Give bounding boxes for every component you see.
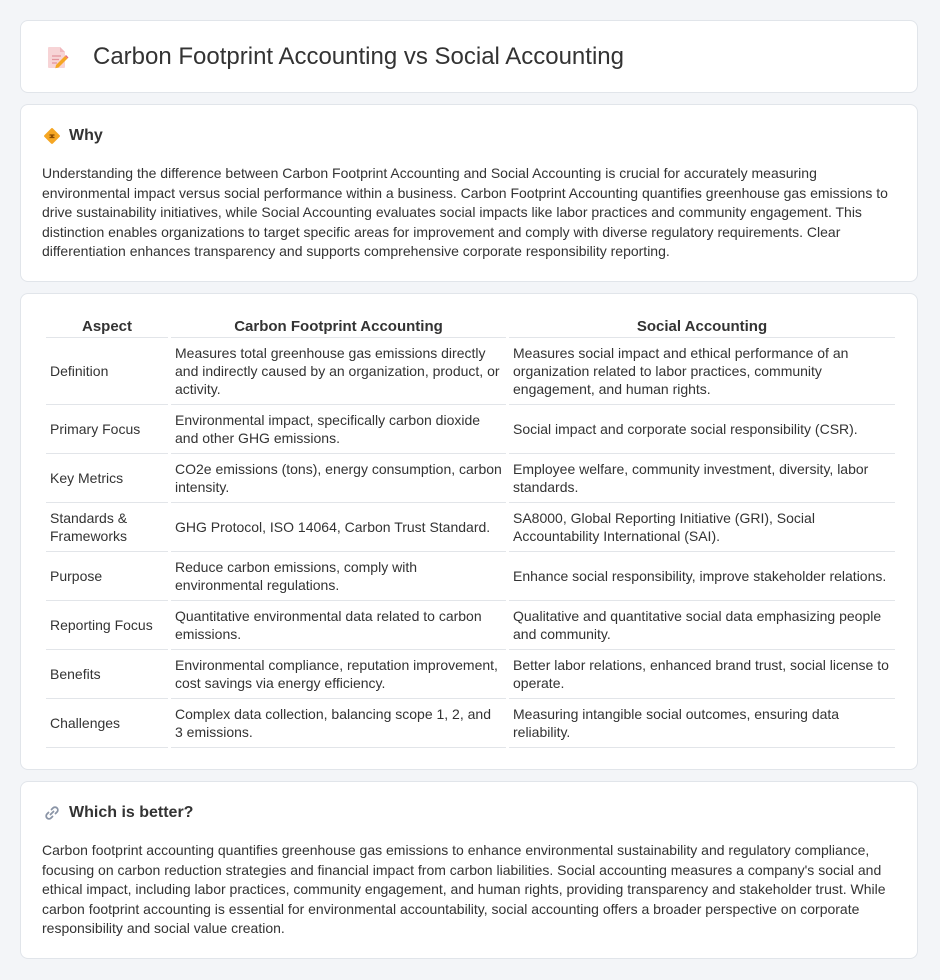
table-row <box>46 454 895 503</box>
table-row <box>46 601 895 650</box>
cell-social: Better labor relations, enhanced brand trust, social license to operate. <box>509 650 895 699</box>
cell-aspect: Challenges <box>46 699 168 748</box>
cell-social: Measuring intangible social outcomes, ensuring data reliability. <box>509 699 895 748</box>
better-heading <box>43 804 193 822</box>
link-icon <box>43 804 61 822</box>
why-body: Understanding the difference between Carbon Footprint Accounting and Social Accounting is crucial for accurately measuring environmental impact versus social performance within a business. Carbon Footprint Accounting quantifies greenhouse gas emissions to drive sustainability initiatives, while Social Accounting evaluates social impacts like labor practices and community engagement. This distinction enables organizations to target specific areas for improvement and comply with diverse regulatory requirements. Clear differentiation enhances transparency and supports comprehensive corporate responsibility reporting. <box>42 165 888 259</box>
comparison-table <box>43 316 898 748</box>
column-header-aspect: Aspect <box>46 316 168 338</box>
cell-social: Qualitative and quantitative social data emphasizing people and community. <box>509 601 895 650</box>
which-better-card <box>20 781 918 959</box>
better-title: Which is better? <box>69 804 194 821</box>
cell-aspect: Primary Focus <box>46 405 168 454</box>
cell-aspect: Reporting Focus <box>46 601 168 650</box>
cell-carbon: Quantitative environmental data related to carbon emissions. <box>171 601 506 650</box>
cell-aspect: Key Metrics <box>46 454 168 503</box>
cell-aspect: Definition <box>46 338 168 405</box>
why-heading <box>43 127 103 145</box>
cell-aspect: Standards & Frameworks <box>46 503 168 552</box>
document-pencil-icon <box>47 44 69 70</box>
table-row <box>46 699 895 748</box>
why-card <box>20 104 918 282</box>
cell-social: Measures social impact and ethical performance of an organization related to labor practices, community engagement, and human rights. <box>509 338 895 405</box>
diamond-sign-icon <box>43 127 61 145</box>
page-title: Carbon Footprint Accounting vs Social Accounting <box>93 43 624 70</box>
title-row <box>47 41 624 73</box>
cell-aspect: Purpose <box>46 552 168 601</box>
cell-carbon: CO2e emissions (tons), energy consumption, carbon intensity. <box>171 454 506 503</box>
cell-social: Social impact and corporate social responsibility (CSR). <box>509 405 895 454</box>
better-body: Carbon footprint accounting quantifies greenhouse gas emissions to enhance environmental sustainability and regulatory compliance, focusing on carbon reduction strategies and financial impact from carbon liabilities. Social accounting measures a company's social and ethical impact, including labor practices, community engagement, and human rights, providing transparency and stakeholder trust. While carbon footprint accounting is essential for environmental accountability, social accounting offers a broader perspective on corporate responsibility and social value creation. <box>42 842 886 936</box>
table-row <box>46 405 895 454</box>
table-row <box>46 552 895 601</box>
cell-social: Employee welfare, community investment, diversity, labor standards. <box>509 454 895 503</box>
cell-carbon: Measures total greenhouse gas emissions directly and indirectly caused by an organization, product, or activity. <box>171 338 506 405</box>
column-header-social: Social Accounting <box>509 316 895 338</box>
cell-carbon: GHG Protocol, ISO 14064, Carbon Trust Standard. <box>171 503 506 552</box>
cell-carbon: Reduce carbon emissions, comply with environmental regulations. <box>171 552 506 601</box>
header-card <box>20 20 918 93</box>
cell-aspect: Benefits <box>46 650 168 699</box>
table-header-row <box>46 316 895 338</box>
cell-carbon: Environmental impact, specifically carbon dioxide and other GHG emissions. <box>171 405 506 454</box>
why-title: Why <box>69 127 103 144</box>
cell-social: Enhance social responsibility, improve stakeholder relations. <box>509 552 895 601</box>
column-header-carbon: Carbon Footprint Accounting <box>171 316 506 338</box>
table-row <box>46 338 895 405</box>
table-row <box>46 503 895 552</box>
cell-social: SA8000, Global Reporting Initiative (GRI), Social Accountability International (SAI). <box>509 503 895 552</box>
cell-carbon: Environmental compliance, reputation improvement, cost savings via energy efficiency. <box>171 650 506 699</box>
cell-carbon: Complex data collection, balancing scope 1, 2, and 3 emissions. <box>171 699 506 748</box>
comparison-card <box>20 293 918 770</box>
table-row <box>46 650 895 699</box>
